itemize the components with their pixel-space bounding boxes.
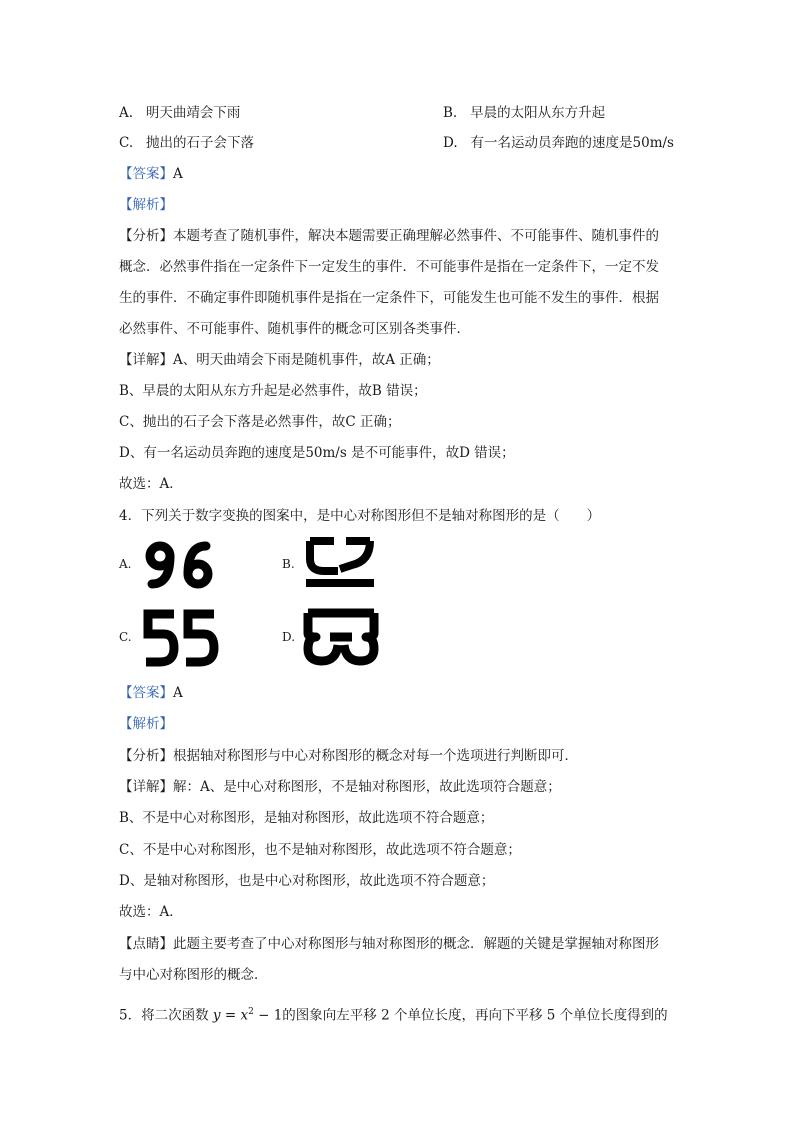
q4-xiangjie-line-3: C、不是中心对称图形，也不是轴对称图形，故此选项不符合题意； (119, 842, 521, 858)
fenxi-line-1 (119, 226, 659, 246)
q4-xiangjie-line-1 (119, 777, 561, 797)
q5-func-exp: 2 (248, 1007, 254, 1017)
q4-answer-line (119, 683, 183, 703)
option-label: B. (443, 105, 458, 121)
analysis-heading (119, 195, 173, 215)
q4-analysis-heading (119, 714, 173, 734)
q4-fenxi-line (119, 746, 578, 766)
option-b-glyph (300, 535, 380, 591)
option-text: 明天曲靖会下雨 (145, 105, 241, 121)
option-a-glyph-96 (140, 538, 220, 593)
option-label: A. (119, 105, 134, 121)
question-4-stem: 4．下列关于数字变换的图案中，是中心对称图形但不是轴对称图形的是（ ） (119, 508, 601, 524)
answer-value: A (173, 685, 183, 701)
xiangjie-line-2: B、早晨的太阳从东方升起是必然事件，故B 错误； (119, 383, 427, 399)
answer-value: A (173, 166, 183, 182)
xiangjie-tag: 【详解】 (119, 352, 173, 368)
option-a (119, 103, 240, 123)
option-b (443, 103, 605, 123)
q5-func-x: x (240, 1007, 249, 1024)
option-b-label: B. (282, 557, 295, 571)
dianjing-tag: 【点睛】 (119, 936, 173, 952)
fenxi-line-3: 生的事件．不确定事件即随机事件是指在一定条件下，可能发生也可能不发生的事件．根据 (119, 290, 659, 306)
option-c-label: C. (119, 630, 132, 644)
xiangjie-text: 解：A、是中心对称图形，不是轴对称图形，故此选项符合题意； (173, 779, 561, 795)
analysis-tag: 【解析】 (119, 716, 173, 732)
q5-func-eq: = (220, 1007, 241, 1024)
analysis-tag: 【解析】 (119, 197, 173, 213)
q4-dianjing-line-2: 与中心对称图形的概念． (119, 967, 268, 983)
option-label: C. (119, 135, 134, 151)
q5-func-tail: − 1 (253, 1007, 283, 1024)
q5-prefix: 5．将二次函数 (119, 1007, 209, 1024)
q5-func-y: y (212, 1007, 221, 1024)
q4-xiangjie-line-4: D、是轴对称图形，也是中心对称图形，故此选项不符合题意； (119, 873, 495, 889)
q5-suffix: 的图象向左平移 2 个单位长度，再向下平移 5 个单位长度得到的 (282, 1007, 668, 1024)
option-d-glyph (300, 605, 382, 669)
option-text: 有一名运动员奔跑的速度是50m/s (470, 135, 674, 151)
dianjing-text: 此题主要考查了中心对称图形与轴对称图形的概念．解题的关键是掌握轴对称图形 (173, 936, 659, 952)
option-label: D. (443, 135, 458, 151)
option-c (119, 133, 254, 153)
option-text: 抛出的石子会下落 (146, 135, 255, 151)
xiangjie-text: A、明天曲靖会下雨是随机事件，故A 正确； (173, 352, 440, 368)
fenxi-text: 根据轴对称图形与中心对称图形的概念对每一个选项进行判断即可． (173, 748, 578, 764)
q4-xiangjie-line-5: 故选：A． (119, 904, 183, 920)
fenxi-tag: 【分析】 (119, 748, 173, 764)
answer-tag: 【答案】 (119, 685, 173, 701)
option-d-label: D. (282, 630, 296, 644)
option-d (443, 133, 674, 153)
fenxi-line-2: 概念．必然事件指在一定条件下一定发生的事件．不可能事件是指在一定条件下，一定不发 (119, 259, 659, 275)
option-text: 早晨的太阳从东方升起 (470, 105, 606, 121)
fenxi-line-4: 必然事件、不可能事件、随机事件的概念可区别各类事件． (119, 321, 470, 337)
option-a-label: A. (119, 557, 132, 571)
q4-xiangjie-line-2: B、不是中心对称图形，是轴对称图形，故此选项不符合题意； (119, 810, 494, 826)
answer-tag: 【答案】 (119, 166, 173, 182)
xiangjie-line-5: 故选：A． (119, 476, 183, 492)
q4-dianjing-line-1 (119, 934, 659, 954)
xiangjie-tag: 【详解】 (119, 779, 173, 795)
xiangjie-line-4: D、有一名运动员奔跑的速度是50m/s 是不可能事件，故D 错误； (119, 445, 515, 461)
fenxi-tag: 【分析】 (119, 228, 173, 244)
option-c-glyph-55 (140, 608, 220, 668)
fenxi-text: 本题考查了随机事件，解决本题需要正确理解必然事件、不可能事件、随机事件的 (173, 228, 659, 244)
answer-line (119, 164, 183, 184)
xiangjie-line-3: C、抛出的石子会下落是必然事件，故C 正确； (119, 414, 401, 430)
xiangjie-line-1 (119, 350, 440, 370)
question-5-stem (119, 1002, 668, 1026)
